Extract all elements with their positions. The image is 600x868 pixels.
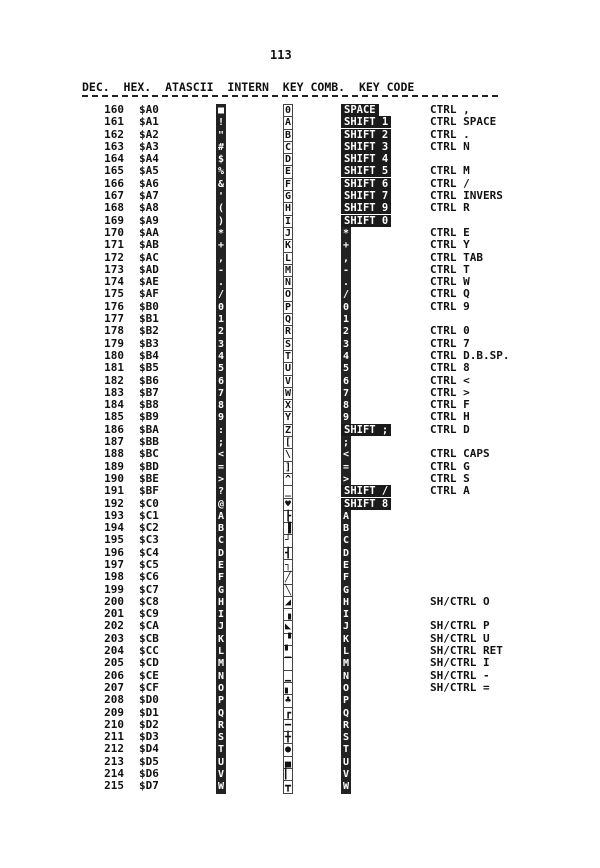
cell-dec: 174 [104, 275, 124, 289]
cell-dec: 193 [104, 508, 124, 522]
cell-dec: 173 [104, 262, 124, 276]
cell-hex: $CD [139, 656, 159, 670]
table-row: 167 $A7 ' G SHIFT 7 CTRL INVERS [0, 190, 600, 202]
cell-code: CTRL 9 [430, 299, 470, 313]
cell-code: CTRL TAB [430, 250, 483, 264]
cell-code: CTRL CAPS [430, 447, 490, 461]
cell-hex: $B5 [139, 361, 159, 375]
table-row: 162 $A2 " B SHIFT 2 CTRL . [0, 129, 600, 141]
cell-dec: 185 [104, 410, 124, 424]
cell-code: CTRL D [430, 422, 470, 436]
table-row: 212 $D4 T ● T [0, 743, 600, 755]
cell-dec: 201 [104, 607, 124, 621]
cell-hex: $AD [139, 262, 159, 276]
table-row: 179 $B3 3 S 3 CTRL 7 [0, 338, 600, 350]
table-row: 169 $A9 ) I SHIFT 0 [0, 215, 600, 227]
cell-hex: $B4 [139, 348, 159, 362]
cell-hex: $C3 [139, 533, 159, 547]
table-row: 186 $BA : Z SHIFT ; CTRL D [0, 424, 600, 436]
cell-dec: 189 [104, 459, 124, 473]
table-row: 190 $BE > ^ > CTRL S [0, 473, 600, 485]
cell-hex: $AE [139, 275, 159, 289]
cell-hex: $CF [139, 680, 159, 694]
table-row: 201 $C9 I ▗ I [0, 608, 600, 620]
cell-code: CTRL INVERS [430, 189, 503, 203]
cell-dec: 195 [104, 533, 124, 547]
table-row: 181 $B5 5 U 5 CTRL 8 [0, 362, 600, 374]
cell-dec: 210 [104, 717, 124, 731]
cell-dec: 163 [104, 139, 124, 153]
cell-dec: 178 [104, 324, 124, 338]
cell-hex: $C5 [139, 557, 159, 571]
cell-dec: 177 [104, 312, 124, 326]
cell-hex: $A1 [139, 115, 159, 129]
cell-hex: $A0 [139, 103, 159, 116]
table-row: 195 $C3 C ┘ C [0, 534, 600, 546]
table-row: 203 $CB K ▝ K SH/CTRL U [0, 633, 600, 645]
table-row: 194 $C2 B ▐ B [0, 522, 600, 534]
cell-dec: 160 [104, 103, 124, 116]
cell-hex: $B0 [139, 299, 159, 313]
cell-hex: $AA [139, 225, 159, 239]
cell-code: CTRL Q [430, 287, 470, 301]
cell-hex: $B6 [139, 373, 159, 387]
cell-hex: $D6 [139, 767, 159, 781]
table-row: 209 $D1 Q ┏ Q [0, 707, 600, 719]
cell-hex: $CE [139, 668, 159, 682]
cell-dec: 208 [104, 693, 124, 707]
cell-dec: 162 [104, 127, 124, 141]
cell-hex: $BB [139, 435, 159, 449]
cell-dec: 212 [104, 742, 124, 756]
cell-hex: $B2 [139, 324, 159, 338]
table-row: 200 $C8 H ◢ H SH/CTRL O [0, 596, 600, 608]
cell-hex: $CB [139, 631, 159, 645]
cell-code: CTRL H [430, 410, 470, 424]
cell-dec: 214 [104, 767, 124, 781]
table-row: 185 $B9 9 Y 9 CTRL H [0, 411, 600, 423]
cell-hex: $C6 [139, 570, 159, 584]
cell-code: CTRL W [430, 275, 470, 289]
cell-hex: $AB [139, 238, 159, 252]
cell-dec: 181 [104, 361, 124, 375]
cell-code: CTRL A [430, 484, 470, 498]
cell-dec: 170 [104, 225, 124, 239]
cell-dec: 194 [104, 521, 124, 535]
cell-hex: $C8 [139, 594, 159, 608]
table-row: 204 $CC L ▘ L SH/CTRL RET [0, 645, 600, 657]
cell-hex: $D7 [139, 779, 159, 793]
table-row: 214 $D6 V ▎ V [0, 768, 600, 780]
cell-hex: $AF [139, 287, 159, 301]
cell-dec: 192 [104, 496, 124, 510]
cell-dec: 188 [104, 447, 124, 461]
cell-hex: $C9 [139, 607, 159, 621]
table-row: 211 $D3 S ╋ S [0, 731, 600, 743]
cell-dec: 200 [104, 594, 124, 608]
cell-hex: $A8 [139, 201, 159, 215]
table-row: 183 $B7 7 W 7 CTRL > [0, 387, 600, 399]
cell-dec: 164 [104, 152, 124, 166]
cell-hex: $BC [139, 447, 159, 461]
cell-code: CTRL F [430, 398, 470, 412]
cell-dec: 197 [104, 557, 124, 571]
cell-code: SH/CTRL P [430, 619, 490, 633]
cell-code: CTRL R [430, 201, 470, 215]
cell-dec: 165 [104, 164, 124, 178]
cell-code: CTRL N [430, 139, 470, 153]
table-row: 208 $D0 P ♣ P [0, 694, 600, 706]
cell-dec: 172 [104, 250, 124, 264]
table-row: 197 $C5 E ┐ E [0, 559, 600, 571]
table-row: 176 $B0 0 P 0 CTRL 9 [0, 301, 600, 313]
cell-hex: $BA [139, 422, 159, 436]
cell-dec: 169 [104, 213, 124, 227]
cell-hex: $C2 [139, 521, 159, 535]
cell-dec: 171 [104, 238, 124, 252]
cell-hex: $B9 [139, 410, 159, 424]
cell-hex: $A3 [139, 139, 159, 153]
table-row: 160 $A0 ■ 0 SPACE CTRL , [0, 104, 600, 116]
table-row: 180 $B4 4 T 4 CTRL D.B.SP. [0, 350, 600, 362]
cell-hex: $D3 [139, 730, 159, 744]
table-row: 172 $AC , L , CTRL TAB [0, 252, 600, 264]
cell-code: CTRL 7 [430, 336, 470, 350]
cell-dec: 198 [104, 570, 124, 584]
header-divider [82, 95, 498, 97]
cell-dec: 215 [104, 779, 124, 793]
cell-hex: $C4 [139, 545, 159, 559]
table-row: 166 $A6 & F SHIFT 6 CTRL / [0, 178, 600, 190]
table-row: 164 $A4 $ D SHIFT 4 [0, 153, 600, 165]
cell-dec: 209 [104, 705, 124, 719]
cell-code: CTRL Y [430, 238, 470, 252]
cell-hex: $C7 [139, 582, 159, 596]
table-header: DEC. HEX. ATASCII INTERN KEY COMB. KEY CODE [82, 80, 415, 94]
cell-dec: 184 [104, 398, 124, 412]
table-row: 198 $C6 F ╱ F [0, 571, 600, 583]
cell-hex: $AC [139, 250, 159, 264]
table-row: 188 $BC < \ < CTRL CAPS [0, 448, 600, 460]
cell-dec: 202 [104, 619, 124, 633]
cell-dec: 207 [104, 680, 124, 694]
cell-dec: 190 [104, 471, 124, 485]
table-row: 170 $AA * J * CTRL E [0, 227, 600, 239]
table-row: 210 $D2 R ━ R [0, 719, 600, 731]
cell-hex: $A9 [139, 213, 159, 227]
cell-hex: $A6 [139, 176, 159, 190]
cell-hex: $D4 [139, 742, 159, 756]
cell-hex: $BE [139, 471, 159, 485]
table-row: 213 $D5 U ▄ U [0, 756, 600, 768]
cell-code: CTRL E [430, 225, 470, 239]
cell-dec: 213 [104, 754, 124, 768]
table-row: 163 $A3 # C SHIFT 3 CTRL N [0, 141, 600, 153]
cell-hex: $D5 [139, 754, 159, 768]
table-row: 193 $C1 A ┣ A [0, 510, 600, 522]
cell-code: CTRL SPACE [430, 115, 497, 129]
cell-hex: $B7 [139, 385, 159, 399]
cell-code: CTRL > [430, 385, 470, 399]
cell-dec: 205 [104, 656, 124, 670]
cell-hex: $B1 [139, 312, 159, 326]
table-row: 177 $B1 1 Q 1 [0, 313, 600, 325]
cell-code: CTRL , [430, 103, 470, 116]
table-row: 165 $A5 % E SHIFT 5 CTRL M [0, 165, 600, 177]
cell-hex: $A4 [139, 152, 159, 166]
cell-code: SH/CTRL U [430, 631, 490, 645]
cell-dec: 211 [104, 730, 124, 744]
cell-dec: 196 [104, 545, 124, 559]
cell-dec: 161 [104, 115, 124, 129]
table-row: 184 $B8 8 X 8 CTRL F [0, 399, 600, 411]
cell-hex: $D0 [139, 693, 159, 707]
cell-hex: $A2 [139, 127, 159, 141]
cell-dec: 167 [104, 189, 124, 203]
table-row: 196 $C4 D ┫ D [0, 547, 600, 559]
cell-code: CTRL T [430, 262, 470, 276]
cell-dec: 191 [104, 484, 124, 498]
cell-dec: 168 [104, 201, 124, 215]
cell-dec: 166 [104, 176, 124, 190]
cell-dec: 183 [104, 385, 124, 399]
table-row: 207 $CF O ▖ O SH/CTRL = [0, 682, 600, 694]
cell-dec: 179 [104, 336, 124, 350]
table-row: 174 $AE . N . CTRL W [0, 276, 600, 288]
cell-code: SH/CTRL = [430, 680, 490, 694]
cell-dec: 175 [104, 287, 124, 301]
cell-hex: $A7 [139, 189, 159, 203]
cell-dec: 176 [104, 299, 124, 313]
table-row: 173 $AD - M - CTRL T [0, 264, 600, 276]
cell-hex: $B3 [139, 336, 159, 350]
cell-hex: $D1 [139, 705, 159, 719]
table-row: 199 $C7 G ╲ G [0, 584, 600, 596]
cell-dec: 182 [104, 373, 124, 387]
table-row: 175 $AF / O / CTRL Q [0, 288, 600, 300]
cell-code: SH/CTRL - [430, 668, 490, 682]
cell-dec: 180 [104, 348, 124, 362]
table-row: 161 $A1 ! A SHIFT 1 CTRL SPACE [0, 116, 600, 128]
cell-code: CTRL < [430, 373, 470, 387]
table-row: 178 $B2 2 R 2 CTRL 0 [0, 325, 600, 337]
cell-hex: $C0 [139, 496, 159, 510]
cell-dec: 187 [104, 435, 124, 449]
table-row: 202 $CA J ◣ J SH/CTRL P [0, 620, 600, 632]
cell-hex: $D2 [139, 717, 159, 731]
cell-code: SH/CTRL O [430, 594, 490, 608]
cell-hex: $BF [139, 484, 159, 498]
cell-hex: $CA [139, 619, 159, 633]
character-table [0, 104, 600, 793]
cell-code: CTRL 0 [430, 324, 470, 338]
table-row: 192 $C0 @ ♥ SHIFT 8 [0, 498, 600, 510]
table-row: 206 $CE N ▁ N SH/CTRL - [0, 670, 600, 682]
cell-code: CTRL D.B.SP. [430, 348, 510, 362]
cell-dec: 186 [104, 422, 124, 436]
cell-hex: $A5 [139, 164, 159, 178]
cell-code: SH/CTRL RET [430, 644, 503, 658]
cell-hex: $B8 [139, 398, 159, 412]
cell-hex: $CC [139, 644, 159, 658]
table-row: 168 $A8 ( H SHIFT 9 CTRL R [0, 202, 600, 214]
table-row: 187 $BB ; [ ; [0, 436, 600, 448]
table-row: 171 $AB + K + CTRL Y [0, 239, 600, 251]
table-row: 191 $BF ? _ SHIFT / CTRL A [0, 485, 600, 497]
cell-dec: 199 [104, 582, 124, 596]
table-row: 215 $D7 W ┳ W [0, 780, 600, 792]
cell-code: SH/CTRL I [430, 656, 490, 670]
cell-dec: 203 [104, 631, 124, 645]
cell-hex: $C1 [139, 508, 159, 522]
cell-code: CTRL S [430, 471, 470, 485]
page-number: 113 [270, 48, 292, 62]
cell-hex: $BD [139, 459, 159, 473]
cell-dec: 204 [104, 644, 124, 658]
cell-code: CTRL G [430, 459, 470, 473]
cell-code: CTRL M [430, 164, 470, 178]
cell-code: CTRL . [430, 127, 470, 141]
table-row: 205 $CD M ▔ M SH/CTRL I [0, 657, 600, 669]
table-row: 189 $BD = ] = CTRL G [0, 461, 600, 473]
cell-dec: 206 [104, 668, 124, 682]
cell-code: CTRL / [430, 176, 470, 190]
cell-code: CTRL 8 [430, 361, 470, 375]
table-row: 182 $B6 6 V 6 CTRL < [0, 375, 600, 387]
